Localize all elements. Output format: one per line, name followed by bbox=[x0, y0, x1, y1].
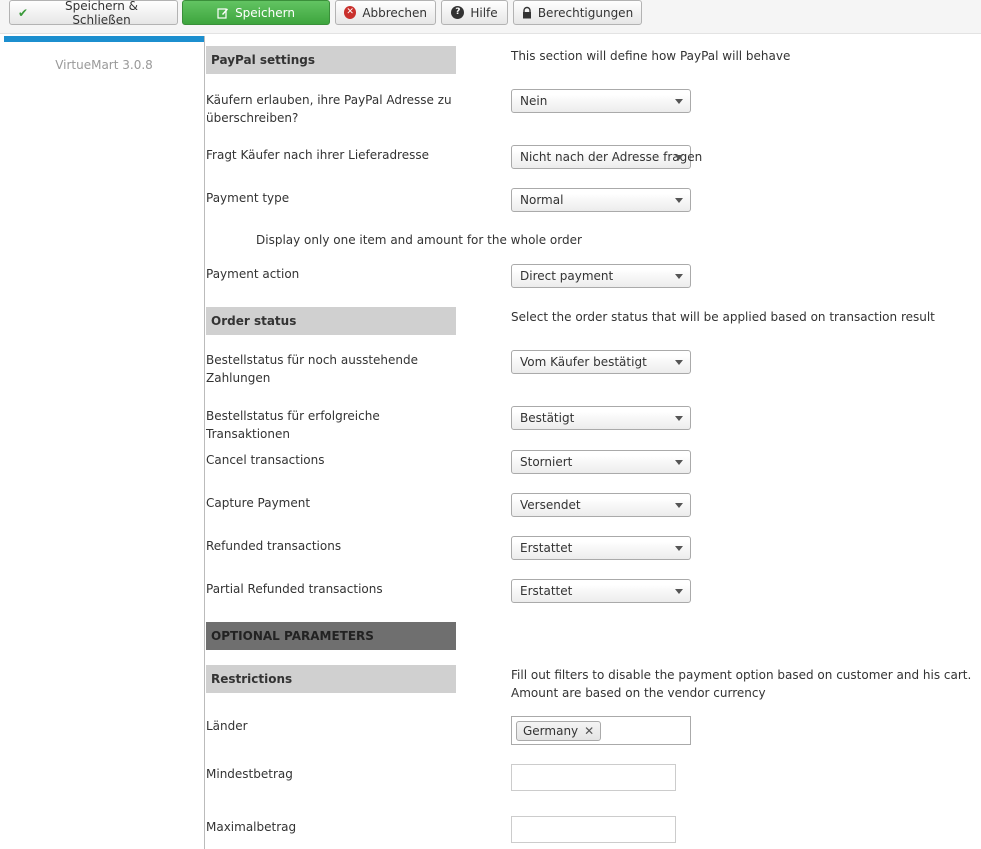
chevron-down-icon bbox=[675, 198, 683, 203]
capture-payment-label: Capture Payment bbox=[206, 496, 311, 510]
chevron-down-icon bbox=[675, 99, 683, 104]
payment-action-select[interactable] bbox=[511, 264, 691, 288]
cancel-transactions-label: Cancel transactions bbox=[206, 453, 325, 467]
allow-override-select[interactable] bbox=[511, 89, 691, 113]
help-button[interactable] bbox=[441, 0, 508, 25]
chevron-down-icon bbox=[675, 589, 683, 594]
capture-payment-value: Versendet bbox=[520, 498, 581, 512]
countries-multiselect[interactable] bbox=[511, 716, 691, 745]
pending-status-select[interactable] bbox=[511, 350, 691, 374]
refunded-transactions-value: Erstattet bbox=[520, 541, 573, 555]
checkmark-icon: ✔ bbox=[18, 5, 29, 20]
payment-action-value: Direct payment bbox=[520, 269, 614, 283]
sidebar-divider bbox=[204, 36, 205, 849]
chevron-down-icon bbox=[675, 546, 683, 551]
pending-status-value: Vom Käufer bestätigt bbox=[520, 355, 647, 369]
payment-type-value: Normal bbox=[520, 193, 564, 207]
version-label: VirtueMart 3.0.8 bbox=[55, 58, 153, 72]
partial-refunded-value: Erstattet bbox=[520, 584, 573, 598]
refunded-transactions-select[interactable] bbox=[511, 536, 691, 560]
lock-icon bbox=[522, 7, 532, 19]
pending-status-label: Bestellstatus für noch ausstehende Zahlungen bbox=[206, 353, 418, 385]
toolbar bbox=[0, 0, 981, 34]
ask-shipping-label: Fragt Käufer nach ihrer Lieferadresse bbox=[206, 148, 429, 162]
payment-type-select[interactable] bbox=[511, 188, 691, 212]
payment-action-label: Payment action bbox=[206, 267, 300, 281]
success-status-value: Bestätigt bbox=[520, 411, 575, 425]
chevron-down-icon bbox=[675, 274, 683, 279]
help-icon: ? bbox=[451, 6, 464, 19]
country-tag bbox=[516, 721, 601, 741]
chevron-down-icon bbox=[675, 460, 683, 465]
min-amount-input[interactable] bbox=[511, 764, 676, 791]
ask-shipping-select[interactable] bbox=[511, 145, 703, 169]
success-status-select[interactable] bbox=[511, 406, 691, 430]
max-amount-input[interactable] bbox=[511, 816, 676, 843]
save-button[interactable] bbox=[182, 0, 330, 25]
save-close-button[interactable] bbox=[9, 0, 178, 25]
permissions-button[interactable] bbox=[513, 0, 642, 25]
help-label: Hilfe bbox=[470, 5, 498, 20]
permissions-label: Berechtigungen bbox=[537, 5, 634, 20]
chevron-down-icon bbox=[675, 360, 683, 365]
save-label: Speichern bbox=[235, 5, 295, 20]
chevron-down-icon bbox=[675, 155, 683, 160]
cancel-button[interactable] bbox=[335, 0, 436, 25]
restrictions-description-1: Fill out filters to disable the payment option based on customer and his cart. bbox=[511, 668, 972, 682]
chevron-down-icon bbox=[675, 416, 683, 421]
section-order-status: Order status bbox=[206, 307, 456, 335]
edit-icon bbox=[217, 7, 229, 19]
cancel-transactions-select[interactable] bbox=[511, 450, 691, 474]
max-amount-label: Maximalbetrag bbox=[206, 820, 297, 834]
capture-payment-select[interactable] bbox=[511, 493, 691, 517]
paypal-description: This section will define how PayPal will behave bbox=[511, 49, 791, 63]
payment-type-note: Display only one item and amount for the whole order bbox=[256, 233, 582, 247]
partial-refunded-label: Partial Refunded transactions bbox=[206, 582, 383, 596]
refunded-transactions-label: Refunded transactions bbox=[206, 539, 342, 553]
chevron-down-icon bbox=[675, 503, 683, 508]
cancel-icon: ✕ bbox=[344, 6, 356, 19]
ask-shipping-value: Nicht nach der Adresse fragen bbox=[520, 150, 703, 164]
countries-label: Länder bbox=[206, 719, 248, 733]
allow-override-label: Käufern erlauben, ihre PayPal Adresse zu überschreiben? bbox=[206, 93, 452, 125]
payment-type-label: Payment type bbox=[206, 191, 290, 205]
success-status-label: Bestellstatus für erfolgreiche Transaktionen bbox=[206, 409, 380, 441]
order-status-description: Select the order status that will be applied based on transaction result bbox=[511, 310, 935, 324]
save-close-label: Speichern & Schließen bbox=[65, 0, 139, 27]
section-restrictions: Restrictions bbox=[206, 665, 456, 693]
cancel-transactions-value: Storniert bbox=[520, 455, 573, 469]
min-amount-label: Mindestbetrag bbox=[206, 767, 293, 781]
section-paypal-settings: PayPal settings bbox=[206, 46, 456, 74]
partial-refunded-select[interactable] bbox=[511, 579, 691, 603]
sidebar-accent-bar bbox=[4, 36, 204, 42]
section-optional-parameters: OPTIONAL PARAMETERS bbox=[206, 622, 456, 650]
allow-override-value: Nein bbox=[520, 94, 548, 108]
restrictions-description-2: Amount are based on the vendor currency bbox=[511, 686, 766, 700]
cancel-label: Abbrechen bbox=[362, 5, 427, 20]
country-tag-label: Germany bbox=[523, 724, 579, 738]
remove-tag-icon[interactable]: ✕ bbox=[584, 724, 595, 738]
